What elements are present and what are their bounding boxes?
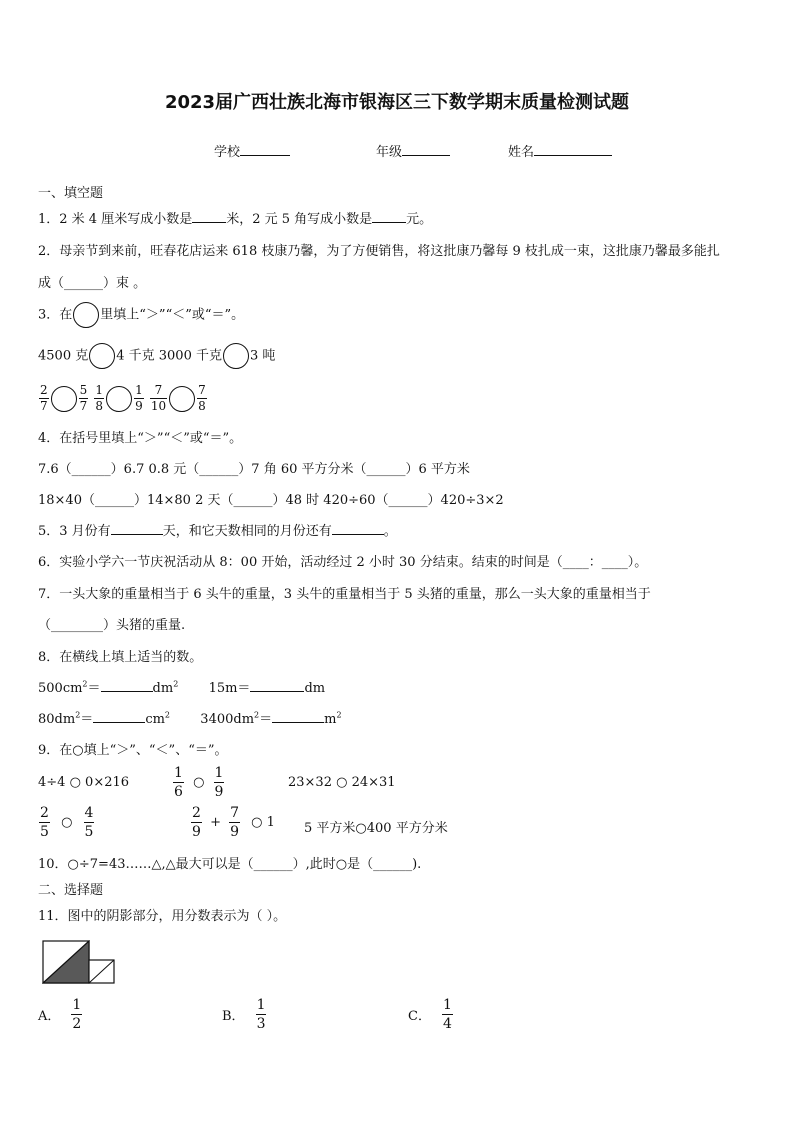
denominator: 6 bbox=[174, 784, 183, 800]
denominator: 7 bbox=[40, 399, 48, 413]
question-2-line-2: 成（______）束 。 bbox=[38, 276, 147, 291]
q9-r2-a bbox=[38, 804, 95, 841]
name-field bbox=[508, 141, 612, 160]
fraction bbox=[39, 804, 50, 841]
denominator: 8 bbox=[95, 399, 104, 413]
fraction bbox=[256, 996, 267, 1033]
page-title: 2023届广西壮族北海市银海区三下数学期末质量检测试题 bbox=[164, 92, 630, 113]
fraction bbox=[94, 383, 104, 414]
equals: ＝ bbox=[259, 712, 273, 727]
denominator: 8 bbox=[198, 399, 206, 413]
q3-row-2 bbox=[38, 383, 208, 414]
q3-r1-c: 3 吨 bbox=[249, 348, 276, 364]
denominator: 9 bbox=[135, 399, 143, 413]
fraction bbox=[134, 383, 144, 414]
question-4-stem: 4．在括号里填上“＞”“＜”或“＝”。 bbox=[38, 431, 243, 446]
q5-text-b: 天，和它天数相同的月份还有 bbox=[162, 524, 332, 539]
numerator: 7 bbox=[154, 383, 163, 397]
option-c[interactable] bbox=[408, 996, 454, 1033]
question-10: 10．○÷7=43……△,△最大可以是（______）,此时○是（______). bbox=[38, 857, 422, 872]
equals: ＝ bbox=[87, 681, 101, 696]
compare-circle-symbol: ○ bbox=[193, 775, 205, 790]
q3-r2-circle-2[interactable] bbox=[106, 386, 132, 412]
fraction bbox=[71, 996, 82, 1033]
denominator: 9 bbox=[214, 784, 224, 800]
question-3 bbox=[38, 302, 244, 328]
question-7-line-1: 7．一头大象的重量相当于 6 头牛的重量，3 头牛的重量相当于 5 头猪的重量，那么一头大象的重量相当于 bbox=[38, 587, 651, 602]
denominator: 10 bbox=[150, 399, 167, 413]
q1-blank-1[interactable] bbox=[192, 209, 226, 223]
compare-circle-symbol: ○ bbox=[61, 815, 73, 830]
numerator: 1 bbox=[95, 383, 104, 397]
q4-row-2: 18×40（______）14×80 2 天（______）48 时 420÷60（______）420÷3×2 bbox=[38, 493, 504, 508]
q8-c-left: 80dm bbox=[38, 712, 76, 727]
superscript: 2 bbox=[82, 679, 88, 689]
superscript: 2 bbox=[164, 710, 171, 720]
q8-blank-2[interactable] bbox=[250, 678, 304, 692]
q8-blank-3[interactable] bbox=[93, 709, 145, 723]
denominator: 9 bbox=[230, 824, 240, 840]
q9-r2-b-tail: ○ 1 bbox=[251, 815, 275, 830]
option-a-label: A． bbox=[38, 1009, 61, 1024]
numerator: 1 bbox=[135, 383, 143, 397]
q4-row-1: 7.6（______）6.7 0.8 元（______）7 角 60 平方分米（______）6 平方米 bbox=[38, 462, 470, 477]
q3-text-b: 里填上“＞”“＜”或“＝”。 bbox=[100, 307, 245, 323]
q3-r2-circle-3[interactable] bbox=[169, 386, 195, 412]
numerator: 2 bbox=[40, 383, 48, 397]
denominator: 9 bbox=[192, 824, 201, 840]
numerator: 1 bbox=[442, 997, 452, 1013]
q5-text-a: 5．3 月份有 bbox=[38, 524, 111, 539]
q8-c-unit: cm bbox=[145, 712, 165, 727]
denominator: 4 bbox=[442, 1016, 452, 1032]
numerator: 5 bbox=[79, 383, 88, 397]
numerator: 7 bbox=[230, 805, 240, 821]
q1-text-a: 1．2 米 4 厘米写成小数是 bbox=[38, 212, 193, 227]
q8-b-unit: dm bbox=[304, 681, 326, 696]
name-blank[interactable] bbox=[534, 142, 612, 156]
numerator: 2 bbox=[40, 805, 49, 821]
superscript: 2 bbox=[336, 710, 342, 720]
q1-blank-2[interactable] bbox=[372, 209, 406, 223]
question-9-stem: 9．在○填上“＞”、“＜”、“＝”。 bbox=[38, 743, 228, 758]
q5-blank-1[interactable] bbox=[111, 521, 163, 535]
grade-label: 年级 bbox=[376, 145, 403, 160]
numerator: 4 bbox=[84, 805, 94, 821]
option-c-label: C． bbox=[408, 1009, 431, 1024]
q1-text-b: 米，2 元 5 角写成小数是 bbox=[226, 212, 373, 227]
q3-r2-circle-1[interactable] bbox=[51, 386, 77, 412]
fraction bbox=[229, 804, 240, 841]
question-8-stem: 8．在横线上填上适当的数。 bbox=[38, 650, 203, 665]
fraction bbox=[214, 764, 225, 801]
plus-sign: + bbox=[210, 815, 221, 830]
shaded-figure bbox=[42, 940, 118, 986]
question-5 bbox=[38, 520, 397, 539]
q8-b-left: 15m＝ bbox=[208, 681, 251, 696]
fraction bbox=[191, 804, 202, 841]
q3-r1-circle-2[interactable] bbox=[223, 343, 249, 369]
q8-row-2 bbox=[38, 708, 342, 727]
section-choice: 二、选择题 bbox=[38, 883, 104, 898]
question-2-line-1: 2．母亲节到来前，旺春花店运来 618 枝康乃馨，为了方便销售，将这批康乃馨每 9 枝扎成一束，这批康乃馨最多能扎 bbox=[38, 244, 720, 259]
school-field bbox=[214, 141, 290, 160]
superscript: 2 bbox=[173, 679, 179, 689]
numerator: 1 bbox=[174, 765, 183, 781]
fraction bbox=[150, 383, 167, 414]
fraction bbox=[442, 996, 453, 1033]
option-b-label: B． bbox=[222, 1009, 245, 1024]
q9-r1-b bbox=[172, 764, 225, 801]
q8-d-left: 3400dm bbox=[200, 712, 255, 727]
grade-blank[interactable] bbox=[402, 142, 450, 156]
q8-row-1 bbox=[38, 677, 325, 696]
compare-circle bbox=[73, 302, 99, 328]
school-blank[interactable] bbox=[240, 142, 290, 156]
grade-field bbox=[376, 141, 450, 160]
q9-r1-a: 4÷4 ○ 0×216 bbox=[38, 775, 130, 790]
superscript: 2 bbox=[254, 710, 260, 720]
q3-r1-b: 4 千克 3000 千克 bbox=[116, 348, 222, 364]
numerator: 1 bbox=[72, 997, 82, 1013]
q8-d-unit: m bbox=[324, 712, 337, 727]
school-label: 学校 bbox=[214, 145, 241, 160]
q9-r1-c: 23×32 ○ 24×31 bbox=[288, 775, 396, 790]
fraction bbox=[173, 764, 184, 801]
q5-text-c: 。 bbox=[383, 524, 397, 539]
fraction bbox=[84, 804, 95, 841]
q5-blank-2[interactable] bbox=[332, 521, 384, 535]
name-label: 姓名 bbox=[508, 145, 535, 160]
q8-blank-1[interactable] bbox=[101, 678, 153, 692]
question-1 bbox=[38, 208, 432, 227]
denominator: 5 bbox=[40, 824, 49, 840]
denominator: 5 bbox=[84, 824, 94, 840]
denominator: 2 bbox=[72, 1016, 82, 1032]
fraction bbox=[39, 383, 49, 414]
question-6: 6．实验小学六一节庆祝活动从 8：00 开始，活动经过 2 小时 30 分结束。结束的时间是（____：____）。 bbox=[38, 555, 648, 570]
q3-row-1 bbox=[38, 343, 275, 369]
numerator: 1 bbox=[214, 765, 224, 781]
equals: ＝ bbox=[80, 712, 94, 727]
fraction bbox=[197, 383, 207, 414]
numerator: 2 bbox=[192, 805, 201, 821]
denominator: 7 bbox=[79, 399, 88, 413]
q3-r1-a: 4500 克 bbox=[38, 348, 89, 364]
denominator: 3 bbox=[256, 1016, 266, 1032]
q3-r1-circle-1[interactable] bbox=[89, 343, 115, 369]
question-7-line-2: （________）头猪的重量. bbox=[38, 618, 186, 633]
q3-text-a: 3．在 bbox=[38, 307, 73, 323]
q8-a-unit: dm bbox=[152, 681, 174, 696]
option-b[interactable] bbox=[222, 996, 267, 1033]
fraction bbox=[79, 383, 89, 414]
q9-r2-b bbox=[190, 804, 275, 841]
option-a[interactable] bbox=[38, 996, 83, 1033]
q1-text-c: 元。 bbox=[406, 212, 433, 227]
q8-a-left: 500cm bbox=[38, 681, 83, 696]
q9-r2-c: 5 平方米○400 平方分米 bbox=[304, 821, 448, 836]
numerator: 7 bbox=[198, 383, 206, 397]
numerator: 1 bbox=[256, 997, 266, 1013]
superscript: 2 bbox=[75, 710, 81, 720]
section-fill-blank: 一、填空题 bbox=[38, 186, 104, 201]
question-11-stem: 11．图中的阴影部分，用分数表示为（ ）。 bbox=[38, 909, 287, 924]
q8-blank-4[interactable] bbox=[272, 709, 324, 723]
